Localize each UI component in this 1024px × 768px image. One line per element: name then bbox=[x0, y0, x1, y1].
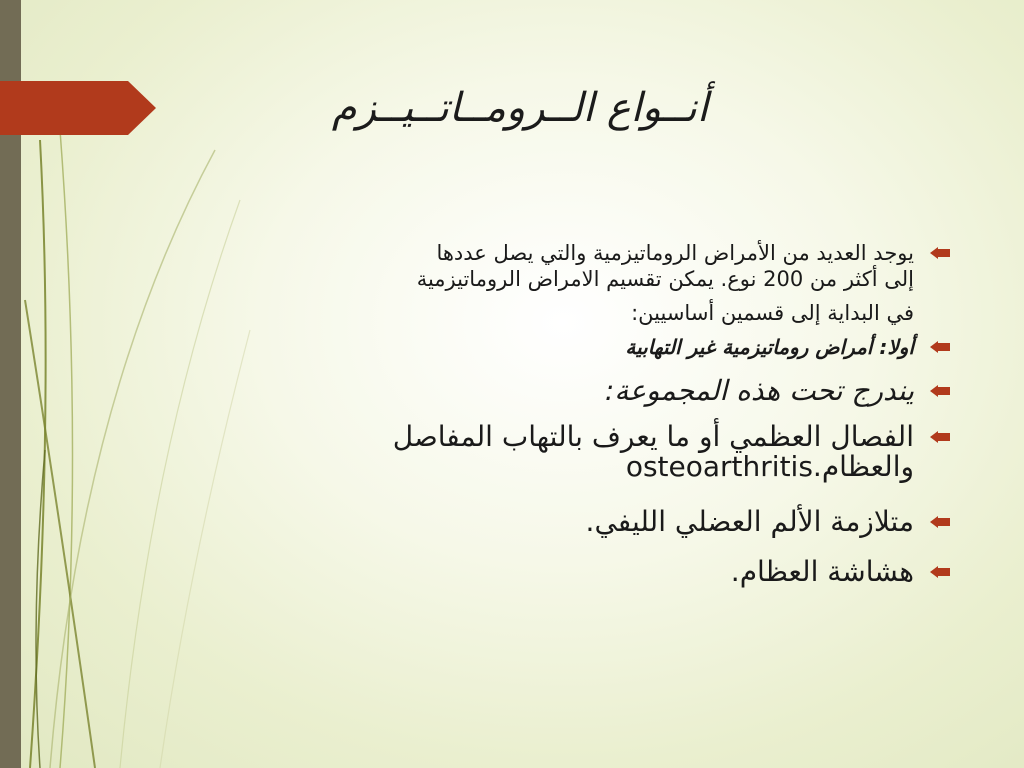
list-item bbox=[260, 422, 950, 482]
arrow-bullet-icon bbox=[930, 516, 950, 528]
list-item bbox=[260, 372, 950, 410]
list-item bbox=[260, 504, 950, 540]
list-item-text: متلازمة الألم العضلي الليفي. bbox=[585, 505, 914, 538]
bullet-list bbox=[260, 240, 950, 590]
list-item-text: هشاشة العظام. bbox=[730, 555, 914, 588]
list-item-text: الفصال العظمي أو ما يعرف بالتهاب المفاصل والعظام.osteoarthritis bbox=[392, 420, 914, 483]
arrow-bullet-icon bbox=[930, 566, 950, 578]
list-item bbox=[260, 554, 950, 590]
arrow-bullet-icon bbox=[930, 341, 950, 353]
arrow-bullet-icon bbox=[930, 385, 950, 397]
list-item-text: أولا: أمراض روماتيزمية غير التهابية bbox=[625, 335, 914, 359]
arrow-bullet-icon bbox=[930, 247, 950, 259]
list-item bbox=[260, 240, 950, 326]
title-accent-arrow bbox=[0, 81, 156, 135]
list-item-text: يندرج تحت هذه المجموعة: bbox=[604, 374, 914, 407]
list-item-text-line-2: إلى أكثر من 200 نوع. يمكن تقسيم الامراض الروماتيزمية bbox=[416, 267, 914, 291]
list-item bbox=[260, 332, 950, 362]
arrow-bullet-icon bbox=[930, 431, 950, 443]
list-item-text-line-3: في البداية إلى قسمين أساسيين: bbox=[631, 301, 914, 325]
list-item-text-line-1: يوجد العديد من الأمراض الروماتيزمية والتي يصل عددها bbox=[436, 241, 914, 265]
slide-title: أنــواع الــرومــاتــيــزم bbox=[331, 85, 709, 131]
